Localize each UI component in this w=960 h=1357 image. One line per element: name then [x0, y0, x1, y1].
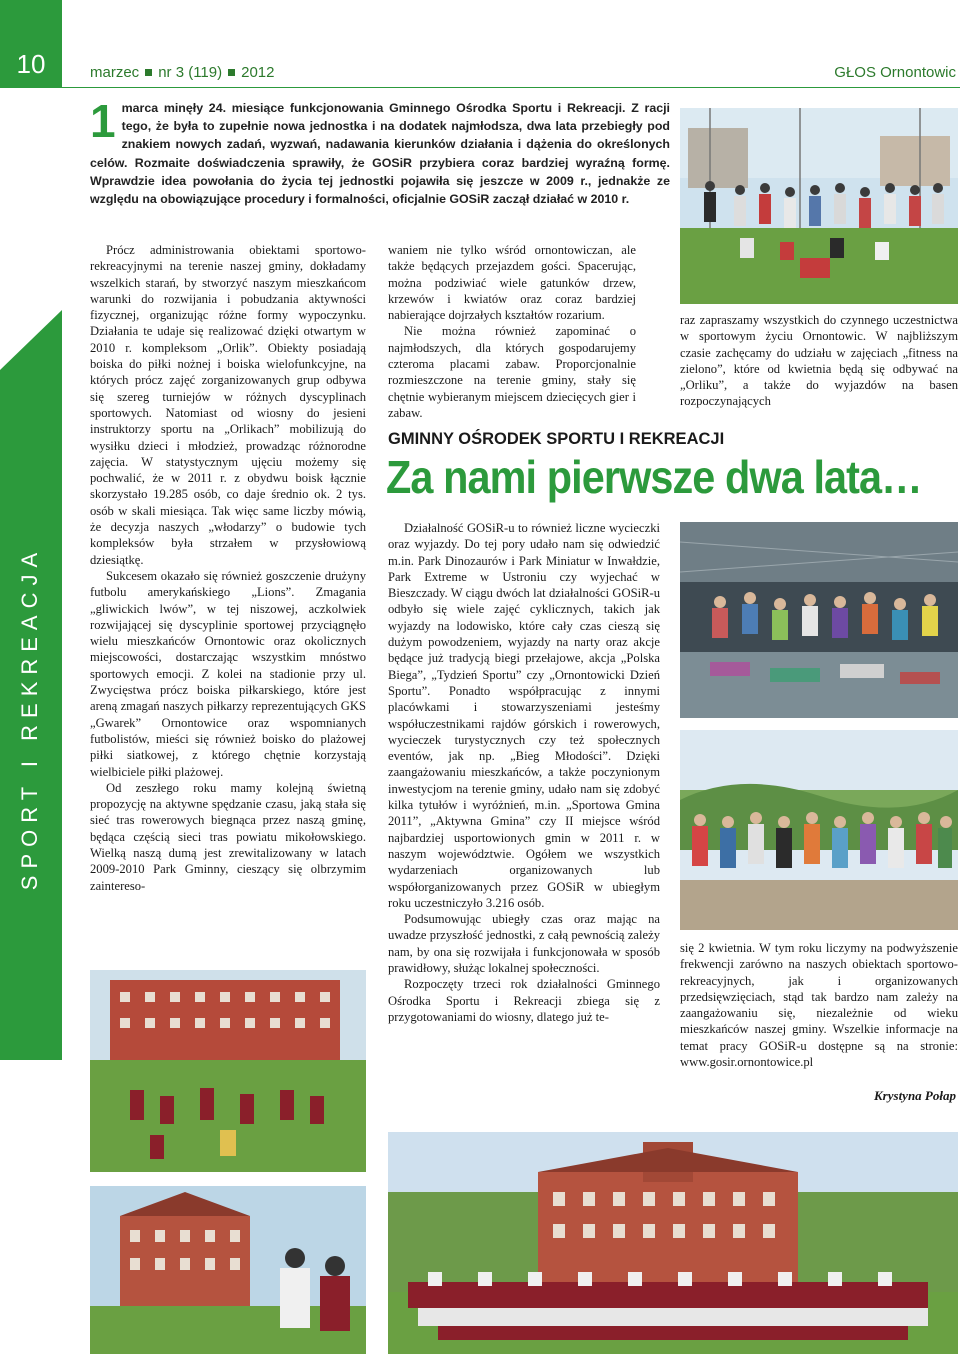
article-headline: Za nami pierwsze dwa lata… [386, 451, 922, 503]
separator-square-icon [145, 69, 152, 76]
article-column-5 [680, 940, 958, 1070]
magazine-brand: GŁOS Ornontowic [834, 64, 956, 81]
paragraph: Od zeszłego roku mamy kolejną świetną propozycję na aktywne spędzanie czasu, jaką stała się sieć tras rowerowych biegnąca przez naszą gminę, będąca częścią sieci tras powiatu mikołowskiego. Wielką naszą dumą jest zrewitalizowany w latach 2009-2010 Park Gminny, cieszący się olbrzymim zaintereso- [90, 780, 366, 893]
issue-info [90, 64, 274, 81]
issue-month: marzec [90, 64, 140, 81]
page-number [0, 0, 62, 88]
paragraph: Sukcesem okazało się również goszczenie drużyny futbolu amerykańskiego „Lions”. Zmagania „gliwickich lwów”, w tej niszowej, aczkolwiek rozwijającej się dyscyplinie sportowej przyciągnęło wielu mieszkańców Ornontowic oraz okolicznych miejscowości, dostarczając wszystkim mnóstwo sportowych emocji. Z kolei na stadionie przy ul. Zwycięstwa prócz boiska piłkarskiego, które jest areną zmagań naszych piłkarzy reprezentujących GKS „Gwarek” Ornontowice oraz wspomnianych futbolistów, mieści się również boisko do plażowej piłki siatkowej, z którego chętnie korzystają wielbiciele piłki plażowej. [90, 568, 366, 779]
header-rule [62, 87, 960, 88]
photo-outdoor-group [680, 730, 958, 930]
article-column-2 [388, 242, 636, 421]
paragraph: Rozpoczęty trzeci rok działalności Gminnego Ośrodka Sportu i Rekreacji zbiega się z przygotowaniami do wiosny, dlatego już te- [388, 977, 660, 1024]
paragraph: Nie można również zapominać o najmłodszych, dla których gospodarujemy czteroma placami zabaw. Proporcjonalnie rozmieszczone na terenie gminy, stały się chętnie wybieranym miejscem dziecięcych gier i zabaw. [388, 324, 636, 420]
lead-text: marca minęły 24. miesiące funkcjonowania Gminnego Ośrodka Sportu i Rekreacji. Z racji tego, że była to zupełnie nowa jednostka i na dodatek najmłodsza, dwa lata przebiegły pod znakiem nowych zadań, wyzwań, nadawania kierunków działania i dążenia do określonych celów. Rozmaite doświadczenia sprawiły, że GOSiR przybiera coraz bardziej wyraźną formę. Wprawdzie idea powołania do życia tej jednostki pojawiła się jeszcze w 2009 r., jednakże ze względu na obowiązujące procedury i formalności, oficjalnie GOSiR zaczął działać w 2010 r. [90, 101, 670, 207]
lead-paragraph [90, 95, 670, 208]
paragraph: się 2 kwietnia. W tym roku liczymy na podwyższenie frekwencji zarówno na naszych obiektach sportowo-rekreacyjnych, jak i organizowanych przedsięwzięciach, stąd tak bardzo nam zależy na zaangażowaniu się, niezależnie od wieku mieszkańców naszej gminy. Wszelkie informacje na temat pracy GOSiR-u dostępne są na stronie: www.gosir.ornontowice.pl [680, 941, 958, 1070]
paragraph: Działalność GOSiR-u to również liczne wycieczki oraz wyjazdy. Do tej pory udało nam się odwiedzić m.in. Park Dinozaurów i Park Miniatur w Inwałdzie, Park Extreme w Ustroniu czy wyjechać w Bieszczady. W ciągu dwóch lat działalności GOSiR-u odbyło się wiele zajęć cyklicznych, takich jak wyjazdy na lodowisko, które cały czas cieszą się dużym powodzeniem, wyjazdy na narty oraz akcje będące już tradycją biegi przełajowe, akcja „Polska Biega”, „Tydzień Sportu” czy „Ornontowicki Dzień Sportu”. Ponadto współpracując z innymi placówkami i stowarzyszeniami jesteśmy współuczestnikami rajdów górskich i rowerowych, wycieczek turystycznych czy też społecznych eventów, jak np. „Bieg Młodości”. Dzięki zaangażowaniu mieszkańców, a także poczynionym inwestycjom na terenie gminy, udało nam się zdobyć kilka tytułów i wyróżnień, m.in. „Sportowa Gmina 2011”, „Aktywna Gmina” czy II miejsce wśród najbardziej usportowionych gmin w 2011 r. w naszym województwie. Ogółem we wszystkich wydarzeniach organizowanych lub współorganizowanych przez GOSiR w ubiegłym roku uczestniczyło 3.216 osób. [388, 521, 660, 910]
photo-ice-rink-group [680, 522, 958, 718]
issue-year: 2012 [241, 64, 275, 81]
paragraph: Podsumowując ubiegły czas oraz mając na uwadze przyszłość jednostki, z całą pewnością zależy nam, by ona się rozwijała i funkcjonowała w sposób prawidłowy, służąc lokalnej społeczności. [388, 912, 660, 976]
section-label: GMINNY OŚRODEK SPORTU I REKREACJI [388, 430, 725, 448]
photo-football-training [90, 970, 366, 1172]
article-column-1 [90, 242, 366, 894]
paragraph: waniem nie tylko wśród ornontowiczan, ale także będących przejazdem gości. Spacerując, można podziwiać wiele gatunków drzew, krzewów i kwiatów oraz coraz bardziej nabierające dojrzałych kształtów rozarium. [388, 243, 636, 323]
photo-lions-team [388, 1132, 958, 1354]
lead-initial: 1 [90, 95, 116, 147]
article-column-4 [388, 520, 660, 1025]
issue-number: nr 3 (119) [158, 64, 223, 81]
paragraph: Prócz administrowania obiektami sportowo-rekreacyjnymi na terenie naszej gminy, dokładamy wszelkich starań, by stworzyć naszym mieszkańcom warunki do rozwijania i pobudzania aktywności fizycznej, organizując różne formy wypoczynku. Działania te udaje się realizować dzięki otwartym w 2010 r. kompleksom „Orlik”. Obiekty posiadają boiska do piłki nożnej i boiska wielofunkcyjne, na których prócz zajęć zorganizowanych grup odbywa się szereg turniejów w różnych dyscyplinach sportowych. Natomiast od wiosny do jesieni instruktorzy sportu na „Orlikach” mobilizują do wysiłku dzieci i młodzież, prowadząc różnorodne zajęcia. W statystycznym ujęciu możemy się pochwalić, że w 2011 r. z obydwu boisk łącznie skorzystało 19.285 osób, co daje średnio ok. 2 tys. osób w skali miesiąca. Tak więc same liczby mówią, że decyzja naszych „włodarzy” o budowie tych kompleksów była strzałem w przysłowiową dziesiątkę. [90, 243, 366, 567]
article-column-3 [680, 312, 958, 410]
photo-football-players [90, 1186, 366, 1354]
separator-square-icon [228, 69, 235, 76]
paragraph: raz zapraszamy wszystkich do czynnego uczestnictwa w sportowym życiu Ornontowic. W najbliższym czasie zachęcamy do udziału w zajęciach „fitness na zielono”, które od kwietnia będą się odbywać na „Orliku”, a także do wyjazdów na basen rozpoczynających [680, 313, 958, 409]
page-number-text: 10 [16, 49, 46, 79]
section-side-label: SPORT I REKREACJA [17, 545, 42, 891]
photo-orlik-group [680, 108, 958, 304]
article-author: Krystyna Połap [874, 1088, 956, 1103]
